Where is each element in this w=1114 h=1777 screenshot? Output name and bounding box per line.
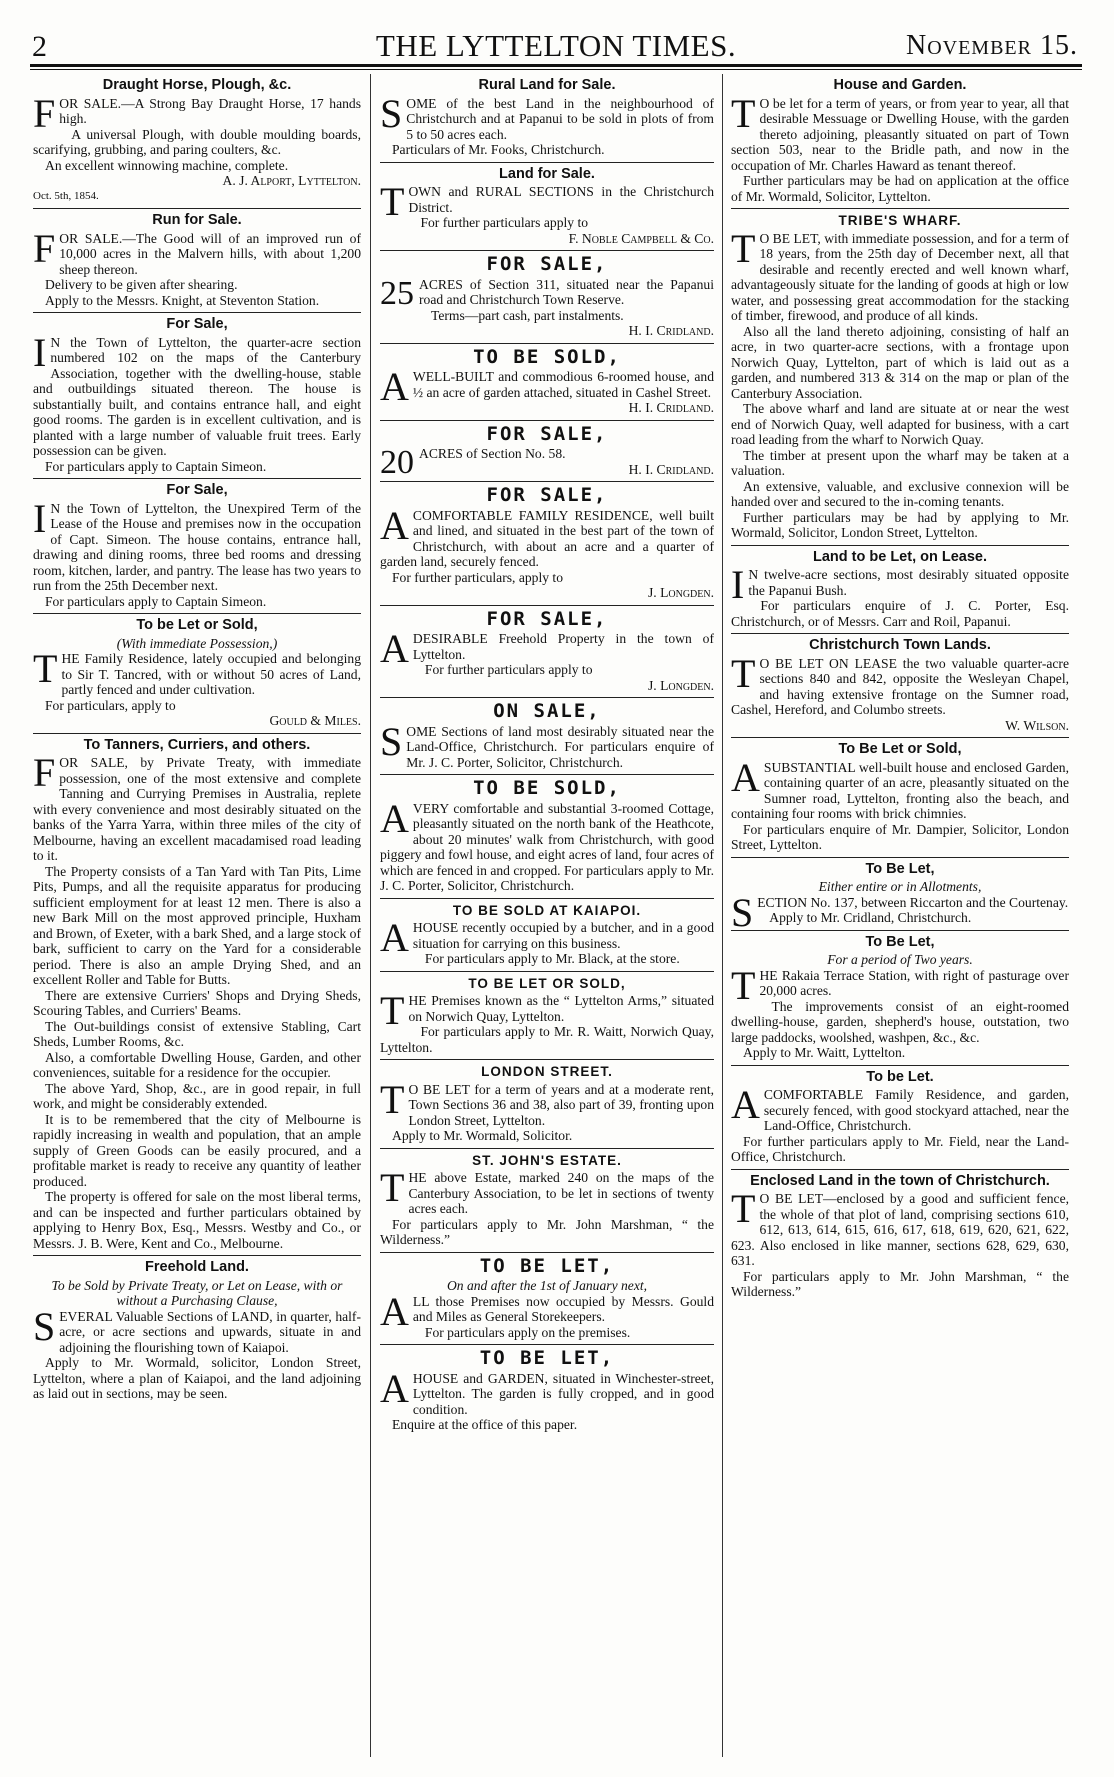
ad-paragraph — [33, 594, 361, 610]
drop-capital: A — [380, 502, 409, 548]
advertisement — [33, 313, 361, 479]
ad-text: Apply to Mr. Cridland, Christchurch. — [769, 910, 972, 925]
ad-text: For particulars, apply to — [45, 697, 176, 713]
column-2 — [380, 74, 714, 1759]
drop-capital: I — [731, 562, 745, 607]
drop-capital: T — [380, 1165, 405, 1210]
ad-heading: ON SALE, — [493, 700, 601, 722]
ad-heading: FOR SALE, — [486, 253, 608, 275]
ad-paragraph — [33, 646, 361, 698]
ad-text: The above Yard, Shop, &c., are in good repair, in full work, and might be considerably extended. — [33, 1080, 361, 1111]
column-divider — [370, 74, 371, 1757]
ad-text: N the Town of Lyttelton, the quarter-acre section numbered 102 on the maps of the Canterbury Association, together with the dwelling-house, stable and outbuildings situated thereon. The house is substantially built, and contains entrance hall, and eight good rooms. The garden is in excellent cultivation, and is planted with a large number of valuable fruit trees. Early possession can be given. — [33, 334, 361, 458]
drop-capital: F — [33, 90, 56, 136]
ad-text: COMFORTABLE Family Residence, and garden, securely fenced, with good stockyard attached, near the Land-Office, Christchurch. — [763, 1087, 1069, 1133]
ad-text: There are extensive Curriers' Shops and Drying Sheds, Scouring Tables, and Curriers' Beams. — [33, 987, 361, 1018]
ad-subheading: (With immediate Possession,) — [116, 635, 278, 651]
ad-heading: Freehold Land. — [145, 1259, 249, 1275]
ad-text: The above wharf and land are situate at or near the west end of Norwich Quay, well adapted for business, with a cart road leading from the wharf to Norwich Quay. — [731, 401, 1069, 447]
advertisement — [380, 421, 714, 483]
ad-paragraph — [731, 754, 1069, 822]
ad-paragraph — [731, 1186, 1069, 1269]
ad-heading: To Be Let, — [865, 933, 935, 950]
ad-text: The Property consists of a Tan Yard with Tan Pits, Lime Pits, Pumps, and all the requisite apparatus for producing sufficient employment for at least 12 men. There is also a new Bark Mill on the most approved principle, Huxham and Brown, of Exeter, with a bark Shed, and a large stock of bark, sufficient to carry on the Yard for a considerable period. There is also an ample Drying Shed, and an excellent Roller and Table for Butts. — [33, 863, 361, 987]
page-number: 2 — [32, 30, 47, 63]
advertisement — [380, 606, 714, 699]
advertisement — [33, 74, 361, 209]
drop-capital: T — [380, 1076, 405, 1122]
ad-paragraph — [731, 1134, 1069, 1165]
drop-capital: S — [33, 1303, 56, 1349]
ad-text: An excellent winnowing machine, complete. — [45, 157, 289, 173]
ad-text: O be let for a term of years, or from year to year, all that desirable Messuage or Dwelling House, with the garden thereto adjoining, pleasantly situated on part of Town section 503, near to the Bridle path, and now in the occupation of Mr. Charles Haward as tenant thereof. — [731, 95, 1069, 173]
advertisement — [380, 1149, 714, 1253]
column-1 — [33, 74, 361, 1759]
ad-subheading: Either entire or in Allotments, — [818, 879, 982, 894]
ad-paragraph — [33, 277, 361, 293]
ad-paragraph — [33, 293, 361, 309]
ad-subheading: On and after the 1st of January next, — [446, 1278, 648, 1293]
ad-text: OWN and RURAL SECTIONS in the Christchurch District. — [408, 184, 714, 215]
ad-paragraph — [380, 1417, 714, 1433]
advertisement — [731, 738, 1069, 858]
ad-text: For further particulars apply to — [424, 662, 593, 677]
ad-paragraph — [33, 988, 361, 1019]
ad-heading: To Be Let, — [865, 860, 935, 877]
ad-paragraph — [731, 650, 1069, 718]
advertisement — [33, 1256, 361, 1406]
ad-text: ACRES of Section No. 58. — [419, 446, 566, 461]
drop-capital: S — [380, 718, 403, 764]
advertisement — [731, 634, 1069, 738]
ad-paragraph — [380, 308, 714, 324]
ad-signature: W. Wilson. — [1005, 717, 1069, 733]
drop-capital: T — [380, 179, 405, 224]
drop-number: 25 — [380, 274, 414, 312]
ad-text: For particulars enquire of Mr. Dampier, Solicitor, London Street, Lyttelton. — [731, 821, 1069, 852]
ad-paragraph — [731, 598, 1069, 629]
ad-paragraph — [33, 1019, 361, 1050]
ad-heading: Run for Sale. — [152, 212, 242, 228]
ad-text: For further particulars, apply to — [392, 569, 564, 585]
advertisement — [380, 972, 714, 1061]
ad-paragraph — [731, 225, 1069, 324]
drop-capital: A — [380, 915, 409, 960]
advertisement — [380, 163, 714, 252]
ad-paragraph — [731, 999, 1069, 1046]
drop-capital: S — [731, 889, 754, 935]
ad-heading: TO BE LET, — [479, 1254, 615, 1277]
ad-paragraph — [380, 274, 714, 312]
ad-text: For particulars apply to Mr. John Marshman, “ the Wilderness.” — [731, 1268, 1069, 1299]
ad-paragraph — [380, 142, 714, 158]
ad-paragraph — [33, 1112, 361, 1190]
drop-capital: A — [731, 754, 760, 800]
column-3 — [731, 74, 1069, 1759]
masthead — [30, 22, 1082, 62]
drop-capital: A — [731, 1082, 760, 1127]
ad-paragraph — [33, 127, 361, 158]
ad-text: EVERAL Valuable Sections of LAND, in quarter, half-acre, or acre sections and upwards, situate in and adjoining the flourishing town of Kaiapoi. — [59, 1308, 361, 1355]
ad-text: Further particulars may be had by applying to Mr. Wormald, Solicitor, London Street, Lyttelton. — [731, 509, 1069, 540]
ad-paragraph — [731, 324, 1069, 402]
ad-heading: TO BE LET, — [479, 1347, 615, 1369]
drop-capital: S — [380, 90, 403, 136]
ad-heading: Enclosed Land in the town of Christchurch. — [750, 1172, 1050, 1189]
ad-paragraph — [731, 448, 1069, 479]
ad-text: For particulars apply to Mr. R. Waitt, Norwich Quay, Lyttelton. — [380, 1024, 714, 1055]
drop-capital: I — [33, 329, 47, 375]
advertisement — [380, 1060, 714, 1149]
ad-paragraph — [33, 1189, 361, 1251]
drop-capital: F — [33, 225, 56, 271]
ad-paragraph — [33, 864, 361, 988]
newspaper-title: THE LYTTELTON TIMES. — [375, 28, 737, 63]
ad-paragraph — [380, 1217, 714, 1248]
ad-heading: TO BE SOLD AT KAIAPOI. — [452, 902, 642, 918]
ad-heading: To Be Let or Sold, — [838, 741, 962, 757]
ad-text: The improvements consist of an eight-roomed dwelling-house, garden, shepherd's house, outstation, two large paddocks, woolshed, washpen, &c., &c. — [731, 998, 1069, 1045]
ad-text: HOUSE and GARDEN, situated in Winchester-street, Lyttelton. The garden is fully cropped, and in good condition. — [412, 1370, 714, 1417]
ad-paragraph — [731, 479, 1069, 510]
ad-text: N the Town of Lyttelton, the Unexpired Term of the Lease of the House and premises now in the occupation of Capt. Simeon. The house contains, entrance hall, drawing and dining rooms, three bed rooms and dressing room, kitchen, larder, and pantry. The lease has two years to run from the 25th December next. — [33, 500, 361, 593]
ad-paragraph — [731, 822, 1069, 853]
ad-paragraph — [380, 988, 714, 1033]
ad-heading: LONDON STREET. — [481, 1064, 613, 1079]
ad-text: N twelve-acre sections, most desirably situated opposite the Papanui Bush. — [748, 567, 1069, 598]
ad-heading: TO BE SOLD, — [473, 345, 621, 368]
advertisement — [33, 479, 361, 614]
ad-paragraph — [33, 1081, 361, 1112]
ad-paragraph — [731, 401, 1069, 448]
ad-text: Apply to Mr. Wormald, Solicitor. — [392, 1128, 573, 1143]
ad-signature: Gould & Miles. — [269, 713, 361, 728]
ad-heading: TO BE SOLD, — [473, 777, 621, 799]
drop-capital: T — [731, 962, 756, 1008]
ad-paragraph — [380, 795, 714, 894]
drop-capital: A — [380, 1365, 409, 1411]
ad-heading: TRIBE'S WHARF. — [838, 213, 962, 228]
ad-text: O BE LET—enclosed by a good and sufficient fence, the whole of that plot of land, comprising sections 610, 612, 613, 614, 615, 616, 617, 618, 619, 620, 621, 622, 623. Also enclosed in like manner, sections 628, 629, 630, 631. — [731, 1191, 1069, 1268]
drop-capital: I — [33, 495, 47, 541]
drop-capital: F — [33, 750, 56, 795]
ad-paragraph — [380, 570, 714, 586]
ad-text: O BE LET for a term of years and at a moderate rent, Town Sections 36 and 38, also part of 39, fronting upon London Street, Lyttelton. — [408, 1081, 714, 1128]
drop-capital: A — [380, 795, 409, 841]
ad-heading: For Sale, — [166, 316, 228, 332]
ad-text: OME Sections of land most desirably situated near the Land-Office, Christchurch. For particulars enquire of Mr. J. C. Porter, Solicitor, Christchurch. — [406, 723, 714, 770]
ad-heading: Land for Sale. — [499, 165, 595, 182]
advertisement — [731, 209, 1069, 546]
ad-text: For particulars apply to Mr. John Marshman, “ the Wilderness.” — [380, 1216, 714, 1247]
advertisement — [380, 899, 714, 972]
ad-text: Apply to Mr. Wormald, solicitor, London Street, Lyttelton, where a plan of Kaiapoi, and the land adjoining as laid out in sections, may be seen. — [33, 1355, 361, 1401]
advertisement — [731, 1170, 1069, 1304]
ad-heading: Rural Land for Sale. — [478, 77, 616, 93]
ad-heading: For Sale, — [166, 482, 228, 498]
advertisement — [33, 614, 361, 734]
advertisement — [731, 858, 1069, 935]
ad-text: The property is offered for sale on the most liberal terms, and can be inspected and further particulars obtained by applying to Henry Box, Esq., Messrs. Westby and Co., or Messrs. J. B. Were, Kent and Co., Melbourne. — [33, 1189, 361, 1251]
masthead-rule — [30, 64, 1082, 67]
ad-paragraph — [33, 90, 361, 136]
advertisement — [731, 931, 1069, 1066]
drop-capital: T — [731, 90, 756, 136]
ad-signature: A. J. Alport, Lyttelton. — [222, 173, 361, 188]
ad-text: Particulars of Mr. Fooks, Christchurch. — [392, 142, 605, 157]
ad-heading: House and Garden. — [833, 77, 967, 93]
drop-capital: T — [731, 650, 756, 696]
ad-paragraph — [33, 495, 361, 594]
masthead-rule-thin — [30, 69, 1082, 70]
advertisement — [731, 74, 1069, 209]
ad-text: Enquire at the office of this paper. — [392, 1417, 578, 1432]
ad-heading: Christchurch Town Lands. — [809, 637, 991, 653]
drop-capital: T — [33, 646, 58, 691]
advertisement — [380, 74, 714, 163]
ad-heading: Land to be Let, on Lease. — [812, 548, 988, 565]
ad-text: HE Family Residence, lately occupied and belonging to Sir T. Tancred, with or without 50 acres of Land, partly fenced and under cultivation. — [61, 651, 361, 697]
ad-paragraph — [731, 173, 1069, 204]
ad-text: Further particulars may be had on application at the office of Mr. Wormald, Solicitor, Lyttelton. — [731, 173, 1069, 204]
advertisement — [380, 1253, 714, 1346]
column-divider — [722, 74, 723, 1757]
ad-text: SUBSTANTIAL well-built house and enclosed Garden, containing quarter of an acre, pleasantly situated on the Sumner road, Lyttelton, fronting also the beach, and containing four rooms with brick chimnies. — [731, 759, 1069, 821]
ad-text: For particulars enquire of J. C. Porter, Esq. Christchurch, or of Messrs. Carr and Roil, Papanui. — [731, 598, 1069, 629]
ad-paragraph — [33, 225, 361, 278]
ad-paragraph — [380, 1365, 714, 1418]
ad-text: VERY comfortable and substantial 3-roomed Cottage, pleasantly situated on the north bank of the Heathcote, about 20 minutes' walk from Christchurch, with good piggery and fowl house, and eight acres of land, four acres of which are fenced in and cropped. For particulars apply to Mr. J. C. Porter, Solicitor, Christchurch. — [380, 800, 714, 893]
ad-signature: H. I. Cridland. — [628, 461, 714, 477]
drop-capital: T — [380, 988, 405, 1033]
ad-paragraph — [731, 1082, 1069, 1134]
advertisement — [33, 734, 361, 1257]
ad-text: HE Rakaia Terrace Station, with right of pasturage over 20,000 acres. — [759, 967, 1069, 998]
ad-text: O BE LET ON LEASE the two valuable quarter-acre sections 840 and 842, opposite the Wesleyan Chapel, and having extensive frontage on the Sumner road, Cashel, Hereford, and Columbo streets. — [731, 655, 1069, 717]
ad-signature: H. I. Cridland. — [628, 323, 714, 338]
ad-text: OR SALE.—A Strong Bay Draught Horse, 17 hands high. — [59, 95, 361, 126]
ad-heading: FOR SALE, — [486, 484, 608, 506]
ad-paragraph — [33, 329, 361, 459]
advertisement — [33, 209, 361, 313]
ad-text: Apply to Mr. Waitt, Lyttelton. — [743, 1045, 906, 1060]
ad-heading: To be Let or Sold, — [136, 617, 258, 633]
ad-text: O BE LET, with immediate possession, and for a term of 18 years, from the 25th day of December next, all that desirable and recently erected and well known wharf, advantageously situate for the landing of goods at high or low water, and possessing great accommodation for the stacking of timber, firewood, and produce of all kinds. — [731, 230, 1069, 323]
ad-paragraph — [33, 1050, 361, 1081]
ad-heading: To Tanners, Curriers, and others. — [83, 736, 311, 753]
ad-text: For particulars apply to Mr. Black, at the store. — [424, 951, 680, 966]
drop-capital: A — [380, 1288, 409, 1334]
ad-signature: H. I. Cridland. — [628, 400, 714, 415]
ad-signature: F. Noble Campbell & Co. — [568, 230, 714, 246]
ad-text: For further particulars apply to Mr. Field, near the Land-Office, Christchurch. — [731, 1133, 1069, 1164]
ad-heading: FOR SALE, — [486, 607, 608, 630]
ad-paragraph — [380, 215, 714, 231]
ad-text: Terms—part cash, part instalments. — [431, 307, 624, 323]
ad-heading: To be Let. — [866, 1068, 934, 1085]
ad-paragraph — [380, 951, 714, 967]
ad-text: HE Premises known as the “ Lyttelton Arms,” situated on Norwich Quay, Lyttelton. — [408, 993, 714, 1024]
advertisement — [380, 698, 714, 775]
ad-text: Also, a comfortable Dwelling House, Garden, and other conveniences, suitable for a residence for the occupier. — [33, 1049, 361, 1080]
ad-paragraph — [731, 1045, 1069, 1061]
ad-paragraph — [380, 90, 714, 143]
ad-paragraph — [380, 502, 714, 570]
ad-text: Apply to the Messrs. Knight, at Steventon Station. — [45, 292, 320, 308]
ad-paragraph — [731, 910, 1069, 926]
ad-text: The Out-buildings consist of extensive Stabling, Cart Sheds, Lumber Rooms, &c. — [33, 1018, 361, 1049]
ad-text: COMFORTABLE FAMILY RESIDENCE, well built and lined, and situated in the best part of the town of Christchurch, with about an acre and a quarter of garden land, securely fenced. — [380, 507, 714, 569]
ad-text: OME of the best Land in the neighbourhood of Christchurch and at Papanui to be sold in plots of from 5 to 50 acres each. — [406, 95, 714, 142]
advertisement — [380, 482, 714, 606]
ad-paragraph — [380, 1325, 714, 1341]
ad-text: A universal Plough, with double moulding boards, scarifying, grubbing, and paring coulters, &c. — [33, 126, 361, 157]
ad-text: It is to be remembered that the city of Melbourne is rapidly increasing in wealth and population, that an ample supply of Green Goods can be easily procured, and a profitable market is ready to receive any quantity of leather produced. — [33, 1111, 361, 1189]
ad-heading: ST. JOHN'S ESTATE. — [472, 1152, 622, 1168]
advertisement — [731, 1066, 1069, 1170]
ad-text: For further particulars apply to — [420, 215, 589, 230]
ad-text: OR SALE.—The Good will of an improved run of 10,000 acres in the Malvern hills, with about 1,200 sheep thereon. — [59, 230, 361, 277]
ad-text: HOUSE recently occupied by a butcher, and in a good situation for carrying on this business. — [412, 920, 714, 951]
drop-capital: T — [731, 225, 756, 271]
drop-number: 20 — [380, 444, 414, 481]
ad-text: OR SALE, by Private Treaty, with immediate possession, one of the most extensive and complete Tanning and Currying Premises in Australia, replete with every convenience and most desirably situated on the banks of the Yarra Yarra, within three miles of the city of Melbourne, having an excellent macadamised road leading to it. — [33, 755, 361, 863]
ad-paragraph — [731, 962, 1069, 1008]
ad-text: HE above Estate, marked 240 on the maps of the Canterbury Association, to be let in sections of twenty acres each. — [408, 1170, 714, 1216]
ad-paragraph — [380, 718, 714, 771]
ad-heading: Draught Horse, Plough, &c. — [102, 77, 292, 93]
ad-text: ECTION No. 137, between Riccarton and the Courtenay. — [757, 894, 1069, 910]
ad-paragraph — [380, 662, 714, 678]
advertisement — [380, 344, 714, 421]
advertisement — [380, 775, 714, 899]
ad-paragraph — [33, 1303, 361, 1356]
ad-paragraph — [33, 750, 361, 864]
ad-paragraph — [380, 1128, 714, 1144]
ad-paragraph — [731, 1269, 1069, 1300]
ad-paragraph — [731, 90, 1069, 174]
advertisement — [380, 251, 714, 344]
issue-date: November 15. — [905, 30, 1078, 61]
drop-capital: A — [380, 626, 409, 671]
ad-text: LL those Premises now occupied by Messrs. Gould and Miles as General Storekeepers. — [412, 1293, 714, 1324]
ad-heading: TO BE LET OR SOLD, — [468, 975, 626, 991]
ad-paragraph — [380, 1165, 714, 1217]
drop-capital: A — [380, 364, 409, 409]
ad-heading: FOR SALE, — [486, 422, 608, 445]
ad-text: DESIRABLE Freehold Property in the town of Lyttelton. — [412, 631, 714, 662]
advertisement — [380, 1345, 714, 1437]
ad-paragraph — [33, 1355, 361, 1402]
ad-text: Delivery to be given after shearing. — [45, 277, 238, 292]
ad-text: The timber at present upon the wharf may be taken at a valuation. — [731, 447, 1069, 478]
ad-text: Also all the land thereto adjoining, consisting of half an acre, in two quarter-acre sections, with a frontage upon Norwich Quay, Lyttelton, part of which is laid out as a garden, and numbered 313 & 314 on the map or plan of the Canterbury Association. — [731, 323, 1069, 401]
ad-subheading: To be Sold by Private Treaty, or Let on Lease, with or without a Purchasing Clause, — [51, 1277, 343, 1308]
ad-text: An extensive, valuable, and exclusive connexion will be handed over and secured to the in-coming tenants. — [731, 478, 1069, 509]
ad-text: For particulars apply on the premises. — [424, 1324, 631, 1340]
ad-date: Oct. 5th, 1854. — [33, 189, 99, 202]
ad-paragraph — [33, 698, 361, 714]
drop-capital: T — [731, 1186, 756, 1231]
ad-text: For particulars apply to Captain Simeon. — [45, 593, 267, 609]
ad-paragraph — [380, 1024, 714, 1055]
advertisement — [731, 546, 1069, 635]
ad-signature: J. Longden. — [647, 677, 714, 693]
ad-text: ACRES of Section 311, situated near the Papanui road and Christchurch Town Reserve. — [419, 276, 714, 307]
ad-paragraph — [33, 459, 361, 475]
ad-paragraph — [731, 510, 1069, 541]
ad-paragraph — [33, 158, 361, 174]
ad-text: WELL-BUILT and commodious 6-roomed house, and ½ an acre of garden attached, situated in Cashel Street. — [412, 369, 714, 400]
ad-paragraph — [380, 1076, 714, 1129]
ad-subheading: For a period of Two years. — [827, 952, 973, 967]
ad-signature: J. Longden. — [647, 585, 714, 600]
ad-text: For particulars apply to Captain Simeon. — [45, 458, 267, 474]
ad-paragraph — [731, 562, 1069, 607]
